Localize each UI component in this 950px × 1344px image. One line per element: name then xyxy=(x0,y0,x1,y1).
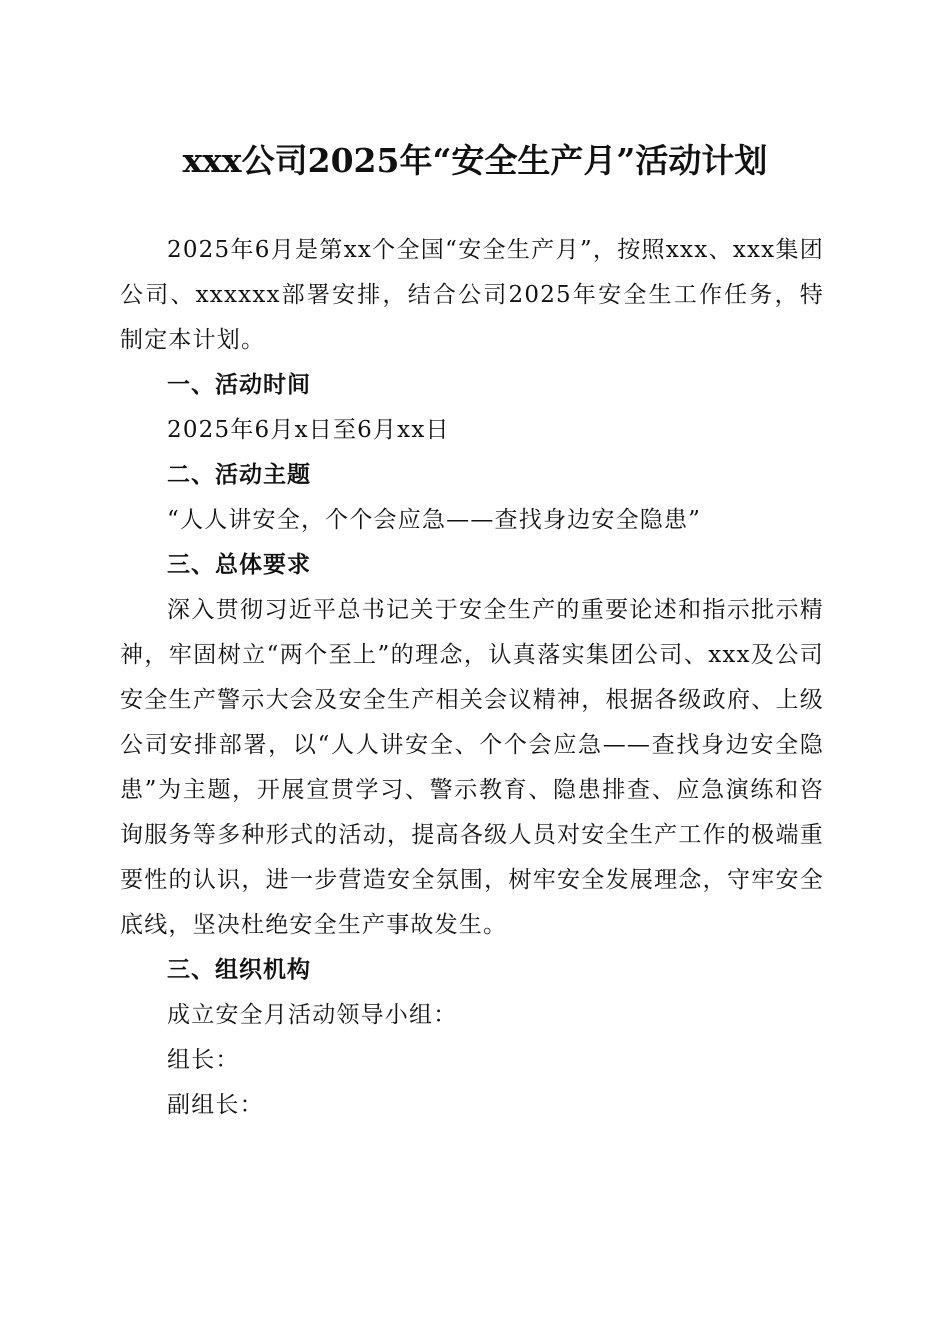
section-heading-activity-time: 一、活动时间 xyxy=(167,372,311,398)
general-requirements-paragraph: 深入贯彻习近平总书记关于安全生产的重要论述和指示批示精神，牢固树立“两个至上”的理念，认真落实集团公司、xxx及公司安全生产警示大会及安全生产相关会议精神，根据各级政府、上级公司安排部署，以“人人讲安全、个个会应急——查找身边安全隐患”为主题，开展宣贯学习、警示教育、隐患排查、应急演练和咨询服务等多种形式的活动，提高各级人员对安全生产工作的极端重要性的认识，进一步营造安全氛围，树牢安全发展理念，守牢安全底线，坚决杜绝安全生产事故发生。 xyxy=(120,597,824,938)
activity-time-paragraph: 2025年6月x日至6月xx日 xyxy=(167,417,450,443)
document-title: xxx公司2025年“安全生产月”活动计划 xyxy=(182,141,768,180)
section-heading-organization: 三、组织机构 xyxy=(167,957,311,983)
section-heading-activity-theme: 二、活动主题 xyxy=(167,462,311,488)
intro-paragraph: 2025年6月是第xx个全国“安全生产月”，按照xxx、xxx集团公司、xxxxxx部署安排，结合公司2025年安全生工作任务，特制定本计划。 xyxy=(120,237,824,353)
organization-paragraph: 成立安全月活动领导小组： xyxy=(167,1002,458,1028)
document-body xyxy=(120,228,824,1128)
deputy-group-leader-line: 副组长： xyxy=(167,1092,264,1118)
group-leader-line: 组长： xyxy=(167,1047,240,1073)
activity-theme-paragraph: “人人讲安全，个个会应急——查找身边安全隐患” xyxy=(167,507,702,533)
section-heading-general-requirements: 三、总体要求 xyxy=(167,552,311,578)
